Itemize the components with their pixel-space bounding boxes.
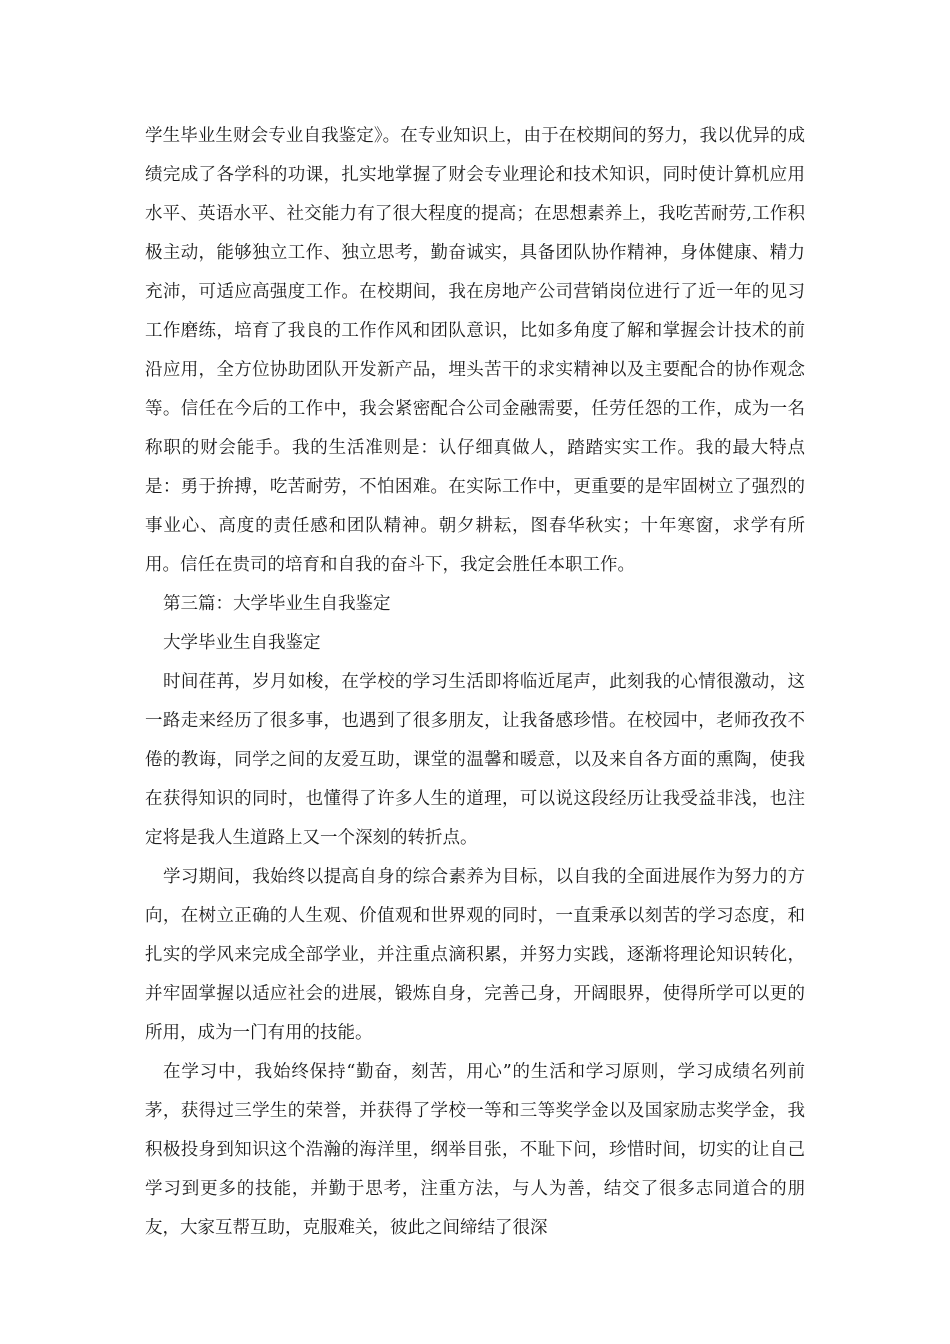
paragraph-continued: 学生毕业生财会专业自我鉴定》。在专业知识上，由于在校期间的努力，我以优异的成绩完成了各学科的功课，扎实地掌握了财会专业理论和技术知识，同时使计算机应用水平、英语水平、社交能力有了很大程度的提高；在思想素养上，我吃苦耐劳,工作积极主动，能够独立工作、独立思考，勤奋诚实，具备团队协作精神，身体健康、精力充沛，可适应高强度工作。在校期间，我在房地产公司营销岗位进行了近一年的见习工作磨练，培育了我良的工作作风和团队意识，比如多角度了解和掌握会计技术的前沿应用，全方位协助团队开发新产品，埋头苦干的求实精神以及主要配合的协作观念等。信任在今后的工作中，我会紧密配合公司金融需要，任劳任怨的工作，成为一名称职的财会能手。我的生活准则是：认仔细真做人，踏踏实实工作。我的最大特点是：勇于拚搏，吃苦耐劳，不怕困难。在实际工作中，更重要的是牢固树立了强烈的事业心、高度的责任感和团队精神。朝夕耕耘，图春华秋实；十年寒窗，求学有所用。信任在贵司的培育和自我的奋斗下，我定会胜任本职工作。 — [145, 126, 805, 575]
section-heading: 第三篇：大学毕业生自我鉴定 — [163, 594, 391, 614]
paragraph: 学习期间，我始终以提高自身的综合素养为目标，以自我的全面进展作为努力的方向，在树立正确的人生观、价值观和世界观的同时，一直秉承以刻苦的学习态度，和扎实的学风来完成全部学业，并注重点滴积累，并努力实践，逐渐将理论知识转化，并牢固掌握以适应社会的进展，锻炼自身，完善己身，开阔眼界，使得所学可以更的所用，成为一门有用的技能。 — [145, 867, 805, 1043]
document-body — [145, 117, 805, 1248]
document-title: 大学毕业生自我鉴定 — [163, 633, 321, 653]
paragraph: 时间荏苒，岁月如梭，在学校的学习生活即将临近尾声，此刻我的心情很激动，这一路走来经历了很多事，也遇到了很多朋友，让我备感珍惜。在校园中，老师孜孜不倦的教诲，同学之间的友爱互助，课堂的温馨和暖意，以及来自各方面的熏陶，使我在获得知识的同时，也懂得了许多人生的道理，可以说这段经历让我受益非浅，也注定将是我人生道路上又一个深刻的转折点。 — [145, 672, 805, 848]
paragraph: 在学习中，我始终保持“勤奋，刻苦，用心”的生活和学习原则，学习成绩名列前茅，获得过三学生的荣誉，并获得了学校一等和三等奖学金以及国家励志奖学金，我积极投身到知识这个浩瀚的海洋里，纲举目张，不耻下问，珍惜时间，切实的让自己学习到更多的技能，并勤于思考，注重方法，与人为善，结交了很多志同道合的朋友，大家互帮互助，克服难关，彼此之间缔结了很深 — [145, 1062, 805, 1238]
